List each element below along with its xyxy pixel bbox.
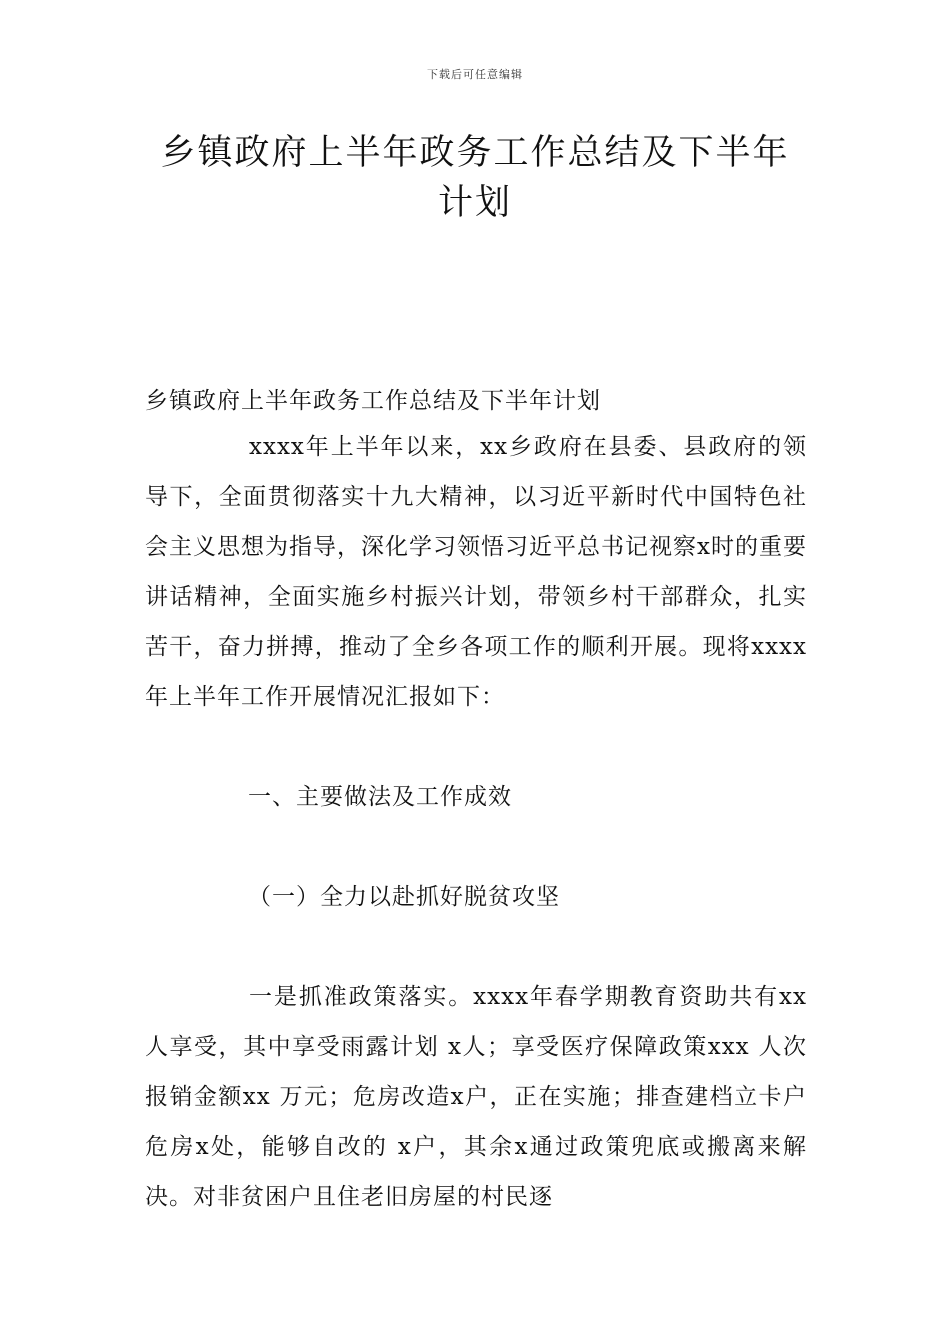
document-subtitle: 乡镇政府上半年政务工作总结及下半年计划 xyxy=(145,388,601,414)
document-title: 乡镇政府上半年政务工作总结及下半年计划 xyxy=(160,133,790,223)
header-note: 下载后可任意编辑 xyxy=(427,68,523,81)
section-heading-1-1: （一）全力以赴抓好脱贫攻坚 xyxy=(248,884,560,910)
paragraph-intro: xxxx年上半年以来，xx乡政府在县委、县政府的领导下，全面贯彻落实十九大精神，以习近平新时代中国特色社会主义思想为指导，深化学习领悟习近平总书记视察x时的重要讲话精神，全面实施乡村振兴计划，带领乡村干部群众，扎实苦干，奋力拼搏，推动了全乡各项工作的顺利开展。现将xxxx年上半年工作开展情况汇报如下： xyxy=(145,434,807,710)
paragraph-policy: 一是抓准政策落实。xxxx年春学期教育资助共有xx人享受，其中享受雨露计划 x人；享受医疗保障政策xxx 人次报销金额xx 万元；危房改造x户，正在实施；排查建档立卡户危房x处，能够自改的 x户，其余x通过政策兜底或搬离来解决。对非贫困户且住老旧房屋的村民逐 xyxy=(145,984,807,1210)
section-heading-1: 一、主要做法及工作成效 xyxy=(248,784,512,810)
